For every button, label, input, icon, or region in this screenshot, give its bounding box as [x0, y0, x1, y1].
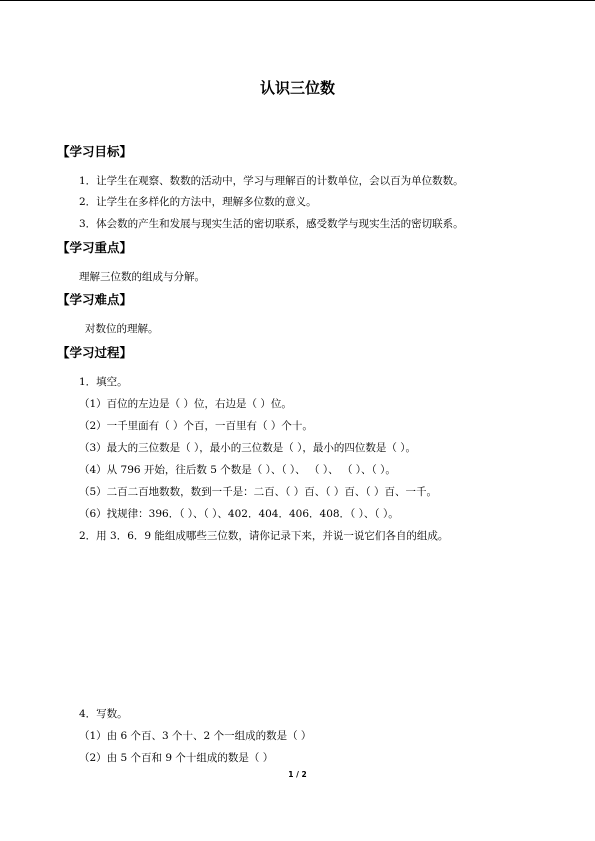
heading-difficulties: 【学习难点】: [57, 292, 133, 307]
question-4-title: 4．写数。: [79, 708, 128, 720]
page-number: 1 / 2: [288, 770, 307, 779]
question-1-item-4: （4）从 796 开始，往后数 5 个数是（ ）、（ ）、 （ ）、 （ ）、（ ）。: [79, 464, 396, 476]
key-points-text: 理解三位数的组成与分解。: [79, 271, 205, 283]
question-4-item-2: （2）由 5 个百和 9 个十组成的数是（ ）: [79, 752, 274, 764]
heading-key-points: 【学习重点】: [57, 240, 133, 255]
question-1-item-6: （6）找规律：396．（ ）、（ ）、402．404．406．408．（ ）、（ ）。: [79, 508, 399, 520]
difficulties-text: 对数位的理解。: [85, 323, 159, 335]
document-title: 认识三位数: [259, 79, 335, 97]
question-4-item-1: （1）由 6 个百、3 个十、2 个一组成的数是（ ）: [79, 730, 312, 742]
question-2: 2．用 3．6．9 能组成哪些三位数，请你记录下来，并说一说它们各自的组成。: [79, 530, 449, 542]
objective-item-2: 2．让学生在多样化的方法中，理解多位数的意义。: [79, 196, 317, 208]
heading-process: 【学习过程】: [57, 345, 133, 360]
heading-objectives: 【学习目标】: [57, 144, 133, 159]
question-1-item-2: （2）一千里面有（ ）个百，一百里有（ ）个十。: [79, 420, 313, 432]
objective-item-1: 1．让学生在观察、数数的活动中，学习与理解百的计数单位，会以百为单位数数。: [79, 175, 464, 187]
question-1-item-1: （1）百位的左边是（ ）位，右边是（ ）位。: [79, 398, 292, 410]
question-1-title: 1．填空。: [79, 376, 128, 388]
question-1-item-3: （3）最大的三位数是（ ），最小的三位数是（ ），最小的四位数是（ ）。: [79, 442, 416, 454]
objective-item-3: 3．体会数的产生和发展与现实生活的密切联系，感受数学与现实生活的密切联系。: [79, 218, 464, 230]
question-1-item-5: （5）二百二百地数数，数到一千是：二百、（ ）百、（ ）百、（ ）百、一千。: [79, 486, 437, 498]
